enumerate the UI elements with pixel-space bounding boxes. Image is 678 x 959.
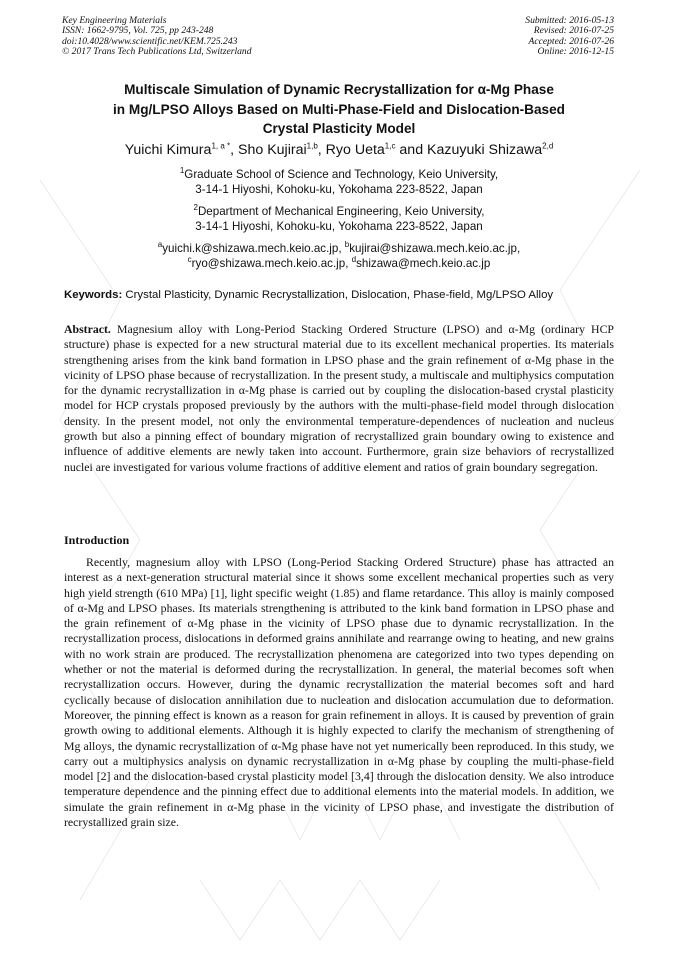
author-separator: , xyxy=(317,142,326,158)
affiliation-line: Graduate School of Science and Technology, Keio University, xyxy=(184,168,499,181)
email-mark: d xyxy=(351,255,357,265)
keywords-label: Keywords: xyxy=(64,289,123,301)
submitted-date: Submitted: 2016-05-13 xyxy=(525,15,614,26)
journal-info xyxy=(62,16,252,58)
author-affiliation-mark: 2,d xyxy=(542,141,554,151)
affiliation-2 xyxy=(62,204,616,234)
author-name: Ryo Ueta xyxy=(325,142,385,158)
introduction-paragraph: Recently, magnesium alloy with LPSO (Long-Period Stacking Ordered Structure) phase has attracted an interest as a next-generation structural material since it shows some excellent mechanical properties such as very high yield strength (610 MPa) [1], light specific weight (1.85) and flame retardance. This alloy is mainly composed of α-Mg and LPSO phases. Its materials strengthening is attributed to the kink band formation in LPSO phase and the grain refinement of α-Mg phase in the vicinity of LPSO phase due to dynamic recrystallization. In the recrystallization process, dislocations in deformed grains annihilate and rearrange owing to heating, and new grains with no work strain are produced. The recrystallization phenomena are categorized into two types depending on whether or not the material is deformed during the recrystallization. In general, the material becomes soft when recrystallization occurs. However, during the dynamic recrystallization the material becomes soft and hard cyclically because of dislocation annihilation due to nucleation and dislocation accumulation due to deformation. Moreover, the pinning effect is known as a reason for grain refinement in alloys. It is caused by prevention of grain growth owing to additional elements. Although it is highly expected to clarify the mechanism of strengthening of Mg alloys, the dynamic recrystallization of α-Mg phase have not yet numerically been reproduced. In this study, we carry out a multiphysics analysis on dynamic recrystallization in α-Mg phase by coupling the multi-phase-field model [2] and the dislocation-based crystal plasticity model [3,4] through the dislocation density. We also introduce temperature dependence and the pinning effect due to additional elements into the material models. In addition, we simulate the grain refinement in α-Mg phase in the vicinity of LPSO phase, and investigate the distribution of recrystallized grain size. xyxy=(64,555,614,830)
title-line: Multiscale Simulation of Dynamic Recrystallization for α-Mg Phase xyxy=(124,82,554,97)
email-mark: b xyxy=(344,240,350,250)
affiliation-address: 3-14-1 Hiyoshi, Kohoku-ku, Yokohama 223-8522, Japan xyxy=(195,220,483,234)
email-mark: a xyxy=(157,240,163,250)
author-separator: and xyxy=(395,142,428,158)
author-name: Yuichi Kimura xyxy=(124,142,212,158)
email-a[interactable]: yuichi.k@shizawa.mech.keio.ac.jp xyxy=(162,242,339,255)
title-line: in Mg/LPSO Alloys Based on Multi-Phase-Field and Dislocation-Based xyxy=(113,101,565,117)
journal-name: Key Engineering Materials xyxy=(62,15,167,26)
abstract-text: Magnesium alloy with Long-Period Stacking Ordered Structure (LPSO) and α-Mg (ordinary HCP structure) phase is expected for a new structural material due to its excellent mechanical properties. Its materials strengthening arises from the kink band formation in LPSO phase and the grain refinement of α-Mg phase in the vicinity of LPSO phase because of recrystallization. In the present study, a multiscale and multiphysics computation for the dynamic recrystallization in α-Mg phase is carried out by coupling the dislocation-based crystal plasticity model for HCP crystals proposed previously by the authors with the multi-phase-field model through dislocation density. In the present model, not only the environmental temperature-dependences of nucleation and nucleus growth but also a pinning effect of boundary migration of recrystallized grain boundary owing to existence and influence of additive elements are newly taken into account. Furthermore, grain size behaviors of recrystallized nuclei are investigated for various volume fractions of additive element and ratios of grain boundary segregation. xyxy=(64,322,614,474)
email-c[interactable]: ryo@shizawa.mech.keio.ac.jp xyxy=(191,257,346,271)
doi-line: doi:10.4028/www.scientific.net/KEM.725.243 xyxy=(62,35,238,47)
affiliation-address: 3-14-1 Hiyoshi, Kohoku-ku, Yokohama 223-8522, Japan xyxy=(195,183,483,197)
keywords-text: Crystal Plasticity, Dynamic Recrystallization, Dislocation, Phase-field, Mg/LPSO Alloy xyxy=(125,289,554,301)
affiliation-line: Department of Mechanical Engineering, Keio University, xyxy=(197,205,485,218)
author-emails: $^a$yuichi.k@shizawa.mech.keio.ac.jp, $^b$kujirai@shizawa.mech.keio.ac.jp, $^c$ryo@shizawa.mech.keio.ac.jp, $^d$shizawa@mech.keio.ac.jp xyxy=(157,240,521,271)
affiliation-1 xyxy=(62,167,616,197)
author-list xyxy=(62,141,616,159)
online-date: Online: 2016-12-15 xyxy=(537,46,614,58)
affiliation-number: 1 xyxy=(179,166,185,176)
publication-dates xyxy=(525,16,614,58)
keywords xyxy=(64,289,624,301)
author-name: Sho Kujirai xyxy=(238,142,307,158)
email-mark: c xyxy=(187,255,192,265)
author-name: Kazuyuki Shizawa xyxy=(427,142,543,158)
author-affiliation-mark: 1,b xyxy=(306,141,318,151)
author-affiliation-mark: 1,c xyxy=(384,141,396,151)
abstract-label: Abstract. xyxy=(64,322,111,336)
revised-date: Revised: 2016-07-25 xyxy=(533,25,614,37)
abstract xyxy=(64,322,614,475)
title-line: Crystal Plasticity Model xyxy=(262,121,416,136)
issn-line: ISSN: 1662-9795, Vol. 725, pp 243-248 xyxy=(62,25,214,37)
copyright-line: © 2017 Trans Tech Publications Ltd, Switzerland xyxy=(62,46,252,58)
affiliation-number: 2 xyxy=(193,203,198,213)
section-heading-introduction: Introduction xyxy=(64,533,130,547)
author-separator: , xyxy=(230,142,239,158)
email-b[interactable]: kujirai@shizawa.mech.keio.ac.jp xyxy=(349,242,517,255)
accepted-date: Accepted: 2016-07-26 xyxy=(528,35,614,47)
author-affiliation-mark: 1, a * xyxy=(211,141,231,151)
paper-title xyxy=(62,80,616,139)
email-d[interactable]: shizawa@mech.keio.ac.jp xyxy=(356,257,491,271)
